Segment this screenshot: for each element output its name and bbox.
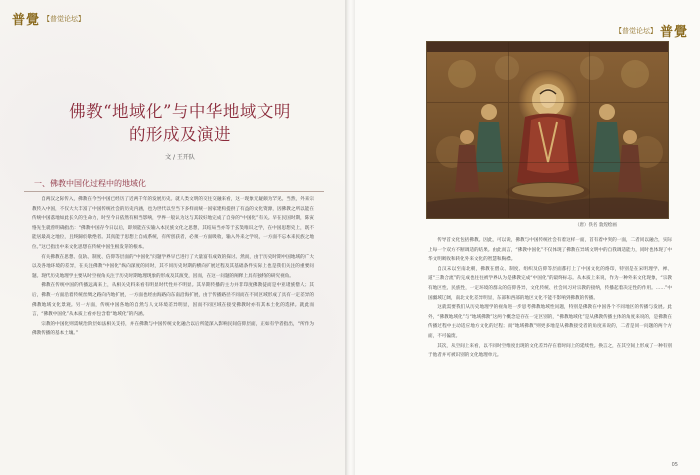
- buddhist-painting-image: [426, 41, 669, 219]
- article-author: 文 / 王开队: [165, 154, 195, 161]
- article-title-line1: 佛教“地域化”与中华地域文明: [69, 102, 291, 121]
- section-label: 【普觉论坛】: [43, 14, 86, 23]
- left-body-text: [32, 195, 314, 467]
- page-number: 05: [671, 462, 678, 468]
- section-label: 【普觉论坛】: [614, 26, 657, 35]
- section-heading: 一、佛教中国化过程中的地域化: [34, 179, 146, 188]
- paragraph: 自汉末以至南北朝，佛教在僧众、制度、组织及信仰等层面都打上了中国文化的烙印，特别是在宋明理学、禅、道“三教合流”的完成也往往被学界认为是佛教完成“中国化”的最终标志。从本质上来说，作为一种外来文化现象，“宗教有地区性、民族性，一定环境的群众的信仰各异，文化传统、社会风习对宗教的接纳，传播起着决定性的作用。……”中国疆域辽阔，南北文化差异明显，东部和西部的地区文化不能不影响到佛教的传播。: [428, 266, 672, 301]
- paragraph: 自两汉之际传入，佛教在今当中国已经历了近两千年的发展历史。就人类文明的交往交融来看，这一现象无疑颇为罕见。当然，外来宗教传入中国，不仅大大丰富了中国传统社会的历史内涵，也为世代以至当下多样而统一国家建构提供了有益的文化资源，因佛教之所以能在传统中国落地如此长久的生命力，时至今日依然有相当影响，学界一般认为这与其较好地完成了自身的“中国化”有关。早在民国时期，陈寅恪先生就曾明确指出：“佛教中国存今日以后，即须能在实输入本民族文化之思想，其结局当亦等于玄奘唯识之学，在中国思想史上，既不能居最高之地位，且终歸於歇绝者。其真能于思想上自成系统，有所创获者，必须一方面吸收，输入外来之学说，一方面不忘本来民族之地位。”这已指出中来文化思想在传统中国生根发芽的根本。: [32, 197, 314, 250]
- left-page: [0, 0, 347, 475]
- article-title-line2: 的形成及演进: [129, 125, 231, 144]
- paragraph: 有关佛教在思想、仪轨、制度、信仰等层面的“中国化”问题学界早已进行了大量富有成效的探讨。然而，由于历史时期中国地域的广大以及各地环境的差异，在关注佛教“中国化”纵向深度的同时，其不同历史时期的横向扩展过程及其基础条件实际上也是我们关注的重要问题。现代历史地理学主要从时空视角关注于历史时期地理现象的形成及其演变，因而，在这一问题的阐释上具有独特的研究视角。: [32, 254, 314, 279]
- painting-caption: （唐）佚名 敦煌绘画: [575, 223, 617, 228]
- paragraph: 传导首文化包括佛教。因此，可以说，佛教与中国传统社会有着这样一面，首有着中突的一面，二者同以融合，实际上每一个双方不断调适的结果。由此而言，“佛教中国化”不仅体现了佛教在异域文明中的自我调适能力，同时也体现了中华文明吸收和转化外来文化的智慧和胸襟。: [428, 238, 672, 263]
- paragraph: 这就需要我们从历史地理学的视角进一步思考佛教地域性问题，特别是佛教在中国各个不同地区的传播与发展。此外，“佛教地域化”与“地域佛教”这两个概念是存在一定区别的，“佛教地域化”是从佛教传播主体的角度来说的，是佛教在传播过程中主动适应地方文化的过程；而“地域佛教”则更多地是从佛教接受者的角度来说的，二者是同一问题的两个方面，不可偏废。: [428, 305, 672, 339]
- book-gutter: [345, 0, 355, 475]
- header-right: [615, 21, 688, 40]
- article-title: [40, 100, 320, 146]
- paragraph: 宗教的中国化则需统治阶层如法相关支持，并在佛教与中国传统文化融合以后所能深入影响民间信仰层面，正如有学者指出，“所作为佛教传播的基本土壤。”: [32, 321, 314, 337]
- paragraph: 其次，从空间上来看，以不同时空维度出现的文化差异存在着时间上的延续性。换言之，在其空间上形成了一种有别于他者并可被识别的文化地理单元。: [428, 343, 672, 359]
- right-body-text: [428, 236, 672, 460]
- section-divider: [24, 191, 324, 192]
- paragraph: 佛教在传统中国的传播远离来上，从相关史料来看有明显时代性并不明显。其早期传播的主力并非印度佛教徒而是中亚诸族僧人；其后，佛教一方面沿着传统丝绸之路向内地扩展，一方面也经由海路向东南沿海扩展，由于传播路径不同而在不同区域形成了具有一定差异的佛教地域文化景观。另一方面，传统中国各地的自然与人文环境差异明显，因而不同区域在接受佛教时亦有其本土化的选择。就此而言，“佛教中国化”从本质上看亦包含着“地域化”的内涵。: [32, 283, 314, 318]
- brand-logo: 普覺: [12, 13, 41, 28]
- header-left: [12, 9, 85, 28]
- painting-artwork: [427, 42, 669, 219]
- brand-logo: 普覺: [659, 25, 688, 40]
